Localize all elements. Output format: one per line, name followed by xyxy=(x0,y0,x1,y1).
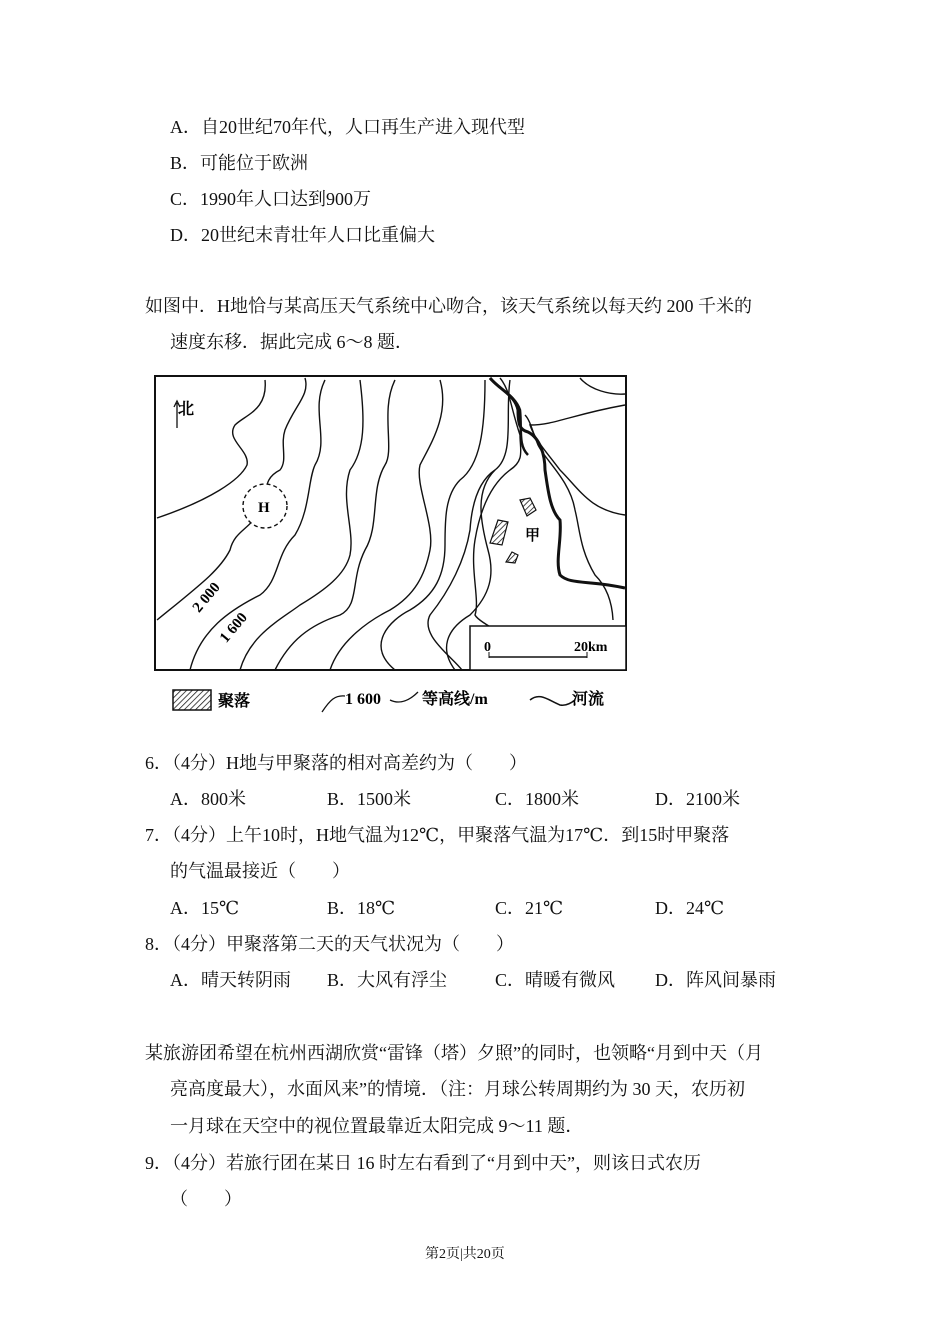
contour-legend-icon xyxy=(322,696,345,712)
legend-contour-value: 1 600 xyxy=(345,691,381,708)
option: C．晴暖有微风 xyxy=(495,970,616,990)
page-footer: 第2页|共20页 xyxy=(425,1247,505,1262)
contour-2000-label: 2 000 xyxy=(189,579,224,616)
option: A．15℃ xyxy=(170,898,240,918)
question-7-cont: 的气温最接近（ ） xyxy=(170,861,350,881)
legend-settlement: 聚落 xyxy=(218,693,251,710)
scale-20km: 20km xyxy=(574,640,608,655)
north-label: 北 xyxy=(178,401,195,418)
option: C．1990年人口达到900万 xyxy=(170,189,372,209)
question-9: 9．（4分）若旅行团在某日 16 时左右看到了“月到中天”，则该日式农历 xyxy=(145,1153,701,1173)
question-9-cont: （ ） xyxy=(170,1189,242,1209)
scale-zero: 0 xyxy=(484,640,491,655)
option: A．晴天转阴雨 xyxy=(170,970,291,990)
option: B．18℃ xyxy=(327,898,396,918)
option: C．21℃ xyxy=(495,898,564,918)
paragraph: 某旅游团希望在杭州西湖欣赏“雷锋（塔）夕照”的同时，也领略“月到中天（月 xyxy=(145,1043,763,1063)
option: A．自20世纪70年代，人口再生产进入现代型 xyxy=(170,117,525,137)
settlement-legend-icon xyxy=(173,690,211,710)
paragraph: 如图中．H地恰与某高压天气系统中心吻合，该天气系统以每天约 200 千米的 xyxy=(145,296,752,316)
legend-contour: 等高线/m xyxy=(422,691,488,708)
village-label: 甲 xyxy=(525,528,541,544)
option: B．1500米 xyxy=(327,789,412,809)
option: D．阵风间暴雨 xyxy=(655,970,776,990)
option: B．大风有浮尘 xyxy=(327,970,448,990)
option: D．24℃ xyxy=(655,898,725,918)
option: D．20世纪末青壮年人口比重偏大 xyxy=(170,225,435,245)
question-8: 8．（4分）甲聚落第二天的天气状况为（ ） xyxy=(145,934,514,954)
option: A．800米 xyxy=(170,789,246,809)
question-7: 7．（4分）上午10时，H地气温为12℃，甲聚落气温为17℃．到15时甲聚落 xyxy=(145,825,730,845)
river-legend-icon xyxy=(530,697,575,706)
paragraph: 一月球在天空中的视位置最靠近太阳完成 9～11 题． xyxy=(170,1116,584,1136)
contour-map xyxy=(150,370,640,720)
paragraph: 速度东移．据此完成 6～8 题． xyxy=(170,332,413,352)
h-label: H xyxy=(258,500,270,516)
contour-1600-label: 1 600 xyxy=(216,609,251,647)
paragraph: 亮高度最大），水面风来”的情境．（注：月球公转周期约为 30 天，农历初 xyxy=(170,1079,745,1099)
option: C．1800米 xyxy=(495,789,580,809)
question-6: 6．（4分）H地与甲聚落的相对高差约为（ ） xyxy=(145,753,527,773)
legend-river: 河流 xyxy=(572,691,605,708)
option: B．可能位于欧洲 xyxy=(170,153,309,173)
option: D．2100米 xyxy=(655,789,740,809)
